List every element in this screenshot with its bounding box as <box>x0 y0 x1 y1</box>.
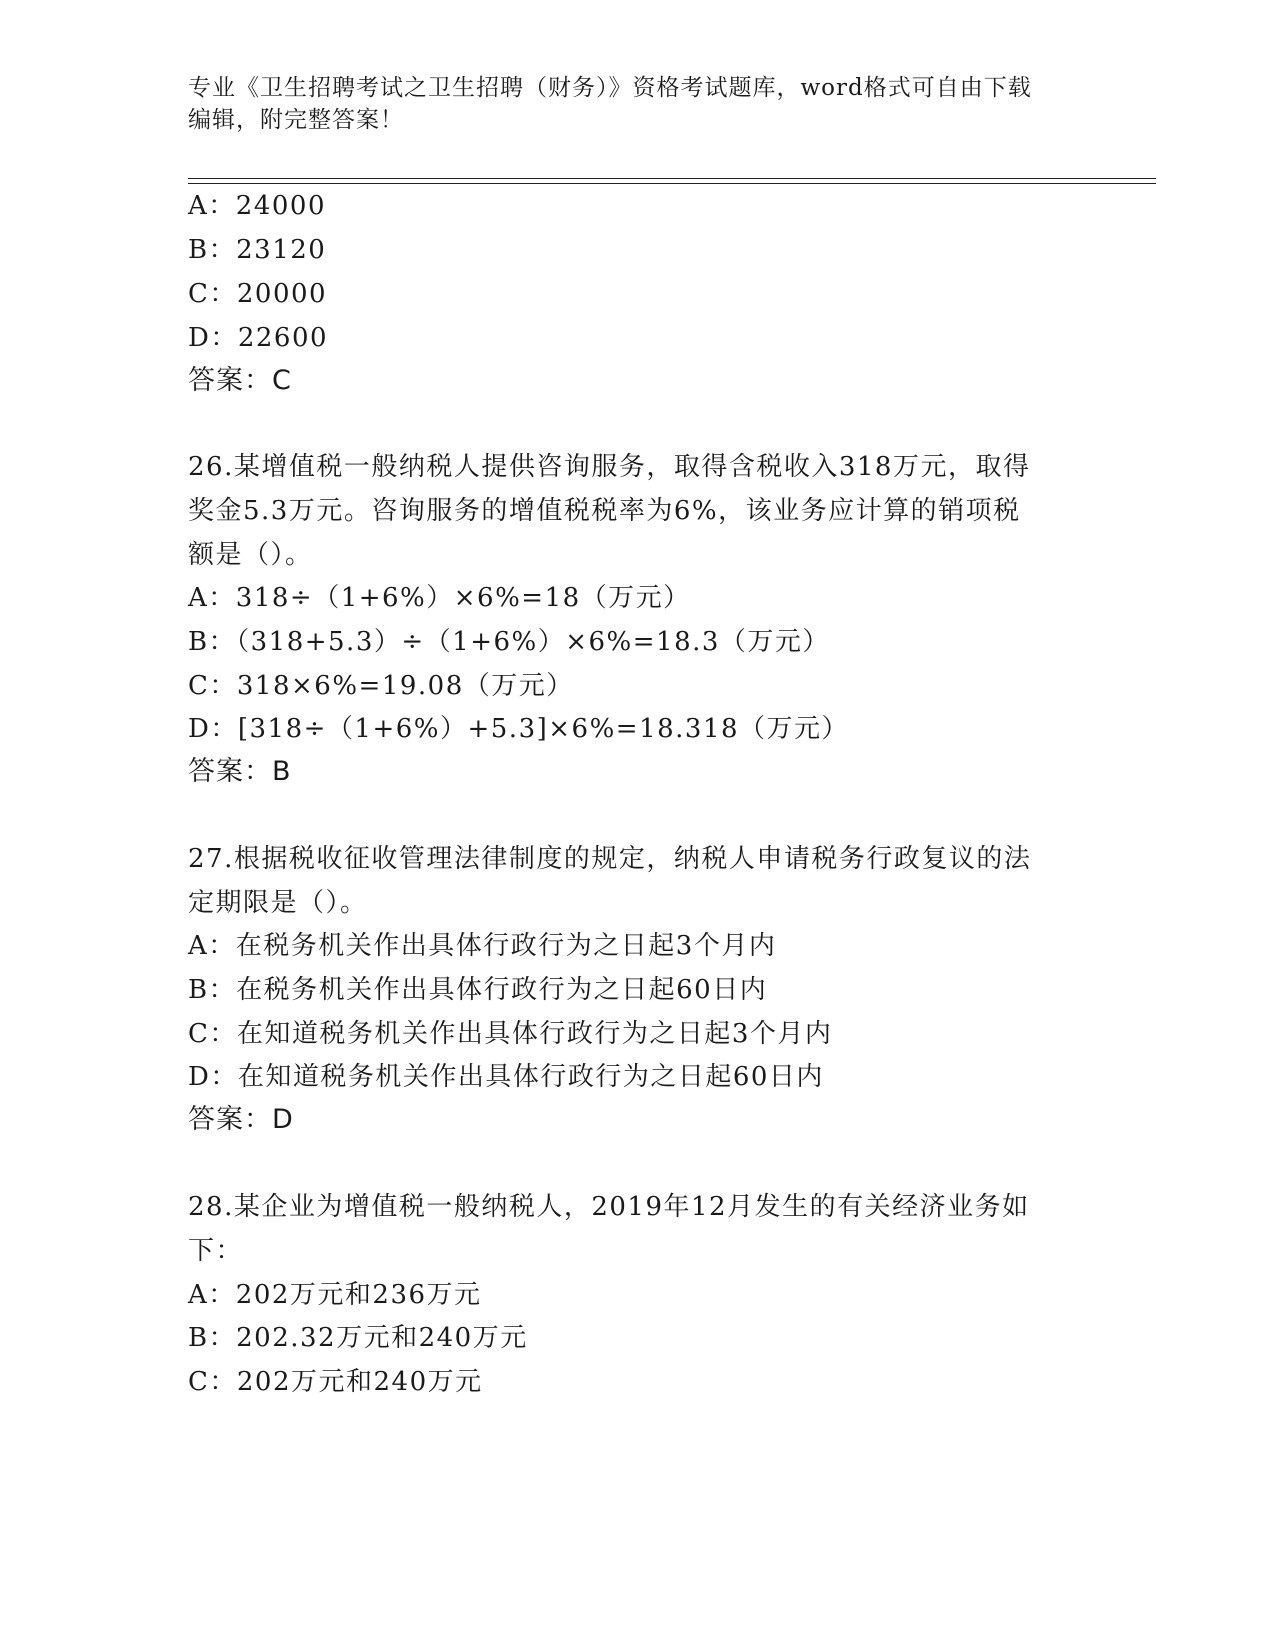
q27-stem-line-1: 27.根据税收征收管理法律制度的规定，纳税人申请税务行政复议的法 <box>188 844 1032 874</box>
header-divider-bottom <box>188 183 1156 184</box>
q28-option-b: B：202.32万元和240万元 <box>188 1323 528 1353</box>
q28-option-c: C：202万元和240万元 <box>188 1367 483 1397</box>
q27-option-d: D：在知道税务机关作出具体行政行为之日起60日内 <box>188 1062 824 1092</box>
q28-stem-line-1: 28.某企业为增值税一般纳税人，2019年12月发生的有关经济业务如 <box>188 1192 1030 1222</box>
q25-option-a: A：24000 <box>188 191 326 221</box>
document-header <box>188 72 1088 136</box>
q26-option-d: D：[318÷（1+6%）+5.3]×6%=18.318（万元） <box>188 714 850 744</box>
q26-option-c: C：318×6%=19.08（万元） <box>188 671 574 701</box>
q26-stem-line-3: 额是（）。 <box>188 540 313 570</box>
header-line-1: 专业《卫生招聘考试之卫生招聘（财务）》资格考试题库，word格式可自由下载 <box>188 75 1032 101</box>
q27-option-b: B：在税务机关作出具体行政行为之日起60日内 <box>188 975 768 1005</box>
q26-stem-line-1: 26.某增值税一般纳税人提供咨询服务，取得含税收入318万元，取得 <box>188 452 1031 482</box>
q26-answer: 答案：B <box>188 756 292 787</box>
q26-stem-line-2: 奖金5.3万元。咨询服务的增值税税率为6%，该业务应计算的销项税 <box>188 496 1021 526</box>
header-line-2: 编辑，附完整答案！ <box>188 107 404 133</box>
header-divider-top <box>188 178 1156 179</box>
q27-option-a: A：在税务机关作出具体行政行为之日起3个月内 <box>188 931 777 961</box>
q27-option-c: C：在知道税务机关作出具体行政行为之日起3个月内 <box>188 1019 833 1049</box>
q26-option-b: B：（318+5.3）÷（1+6%）×6%=18.3（万元） <box>188 627 830 657</box>
q25-option-b: B：23120 <box>188 235 327 265</box>
q28-option-a: A：202万元和236万元 <box>188 1280 482 1310</box>
q27-answer: 答案：D <box>188 1104 294 1135</box>
q26-option-a: A：318÷（1+6%）×6%=18（万元） <box>188 583 691 613</box>
q25-option-d: D：22600 <box>188 323 329 353</box>
q25-option-c: C：20000 <box>188 279 328 309</box>
q25-answer: 答案：C <box>188 365 292 396</box>
q28-stem-line-2: 下： <box>188 1236 244 1266</box>
q27-stem-line-2: 定期限是（）。 <box>188 888 368 918</box>
